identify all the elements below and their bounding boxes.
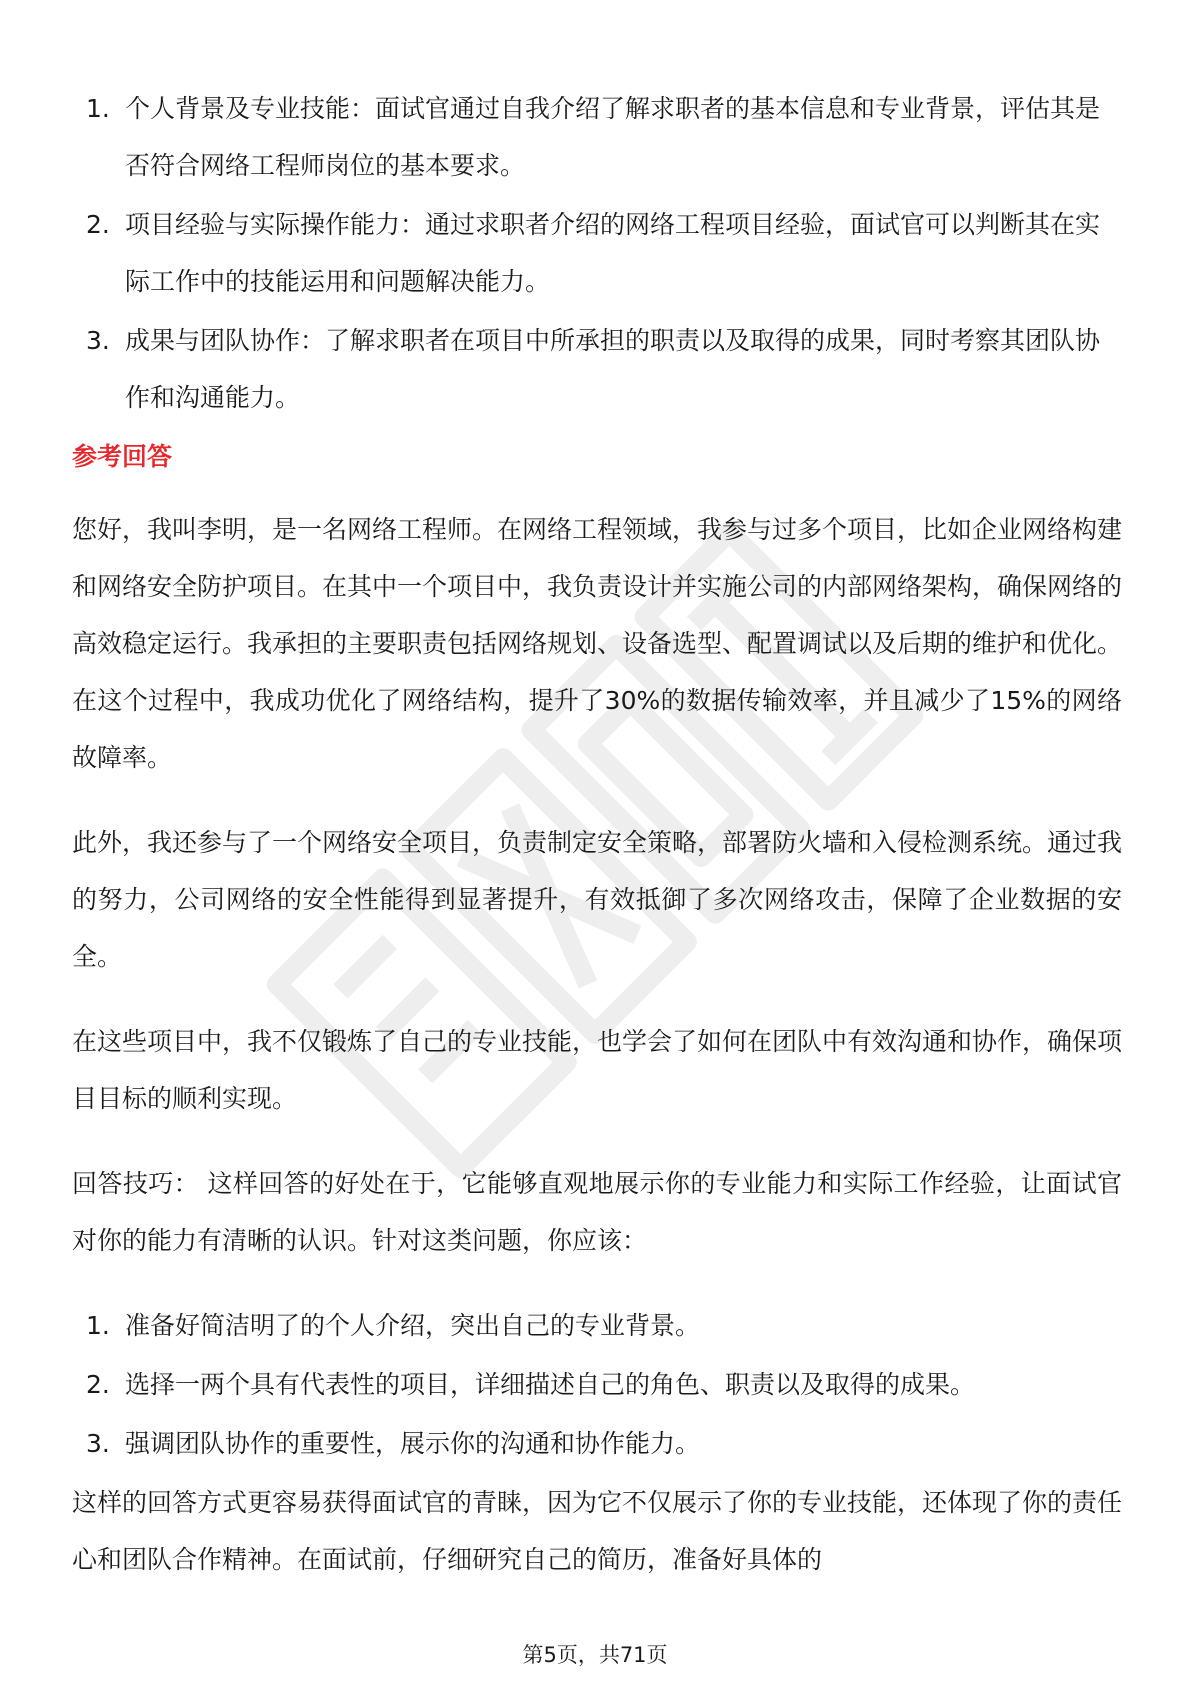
list-item-number: 3.	[86, 326, 110, 355]
answer-tips-paragraph: 回答技巧： 这样回答的好处在于，它能够直观地展示你的专业能力和实际工作经验，让面试官对你的能力有清晰的认识。针对这类问题，你应该：	[72, 1169, 1122, 1255]
list-item-number: 3.	[86, 1429, 110, 1458]
list-item-number: 2.	[86, 1370, 110, 1399]
list-item-text: 准备好简洁明了的个人介绍，突出自己的专业背景。	[125, 1311, 701, 1340]
list-item-number: 2.	[86, 210, 110, 239]
list-item-text: 项目经验与实际操作能力：通过求职者介绍的网络工程项目经验，面试官可以判断其在实际工作中的技能运用和问题解决能力。	[125, 210, 1101, 296]
answer-paragraph: 您好，我叫李明，是一名网络工程师。在网络工程领域，我参与过多个项目，比如企业网络构建和网络安全防护项目。在其中一个项目中，我负责设计并实施公司的内部网络架构，确保网络的高效稳定运行。我承担的主要职责包括网络规划、设备选型、配置调试以及后期的维护和优化。在这个过程中，我成功优化了网络结构，提升了30%的数据传输效率，并且减少了15%的网络故障率。	[72, 515, 1123, 772]
answer-paragraph: 此外，我还参与了一个网络安全项目，负责制定安全策略，部署防火墙和入侵检测系统。通过我的努力，公司网络的安全性能得到显著提升，有效抵御了多次网络攻击，保障了企业数据的安全。	[72, 828, 1123, 971]
main-content	[72, 80, 1122, 1616]
tips-list	[72, 1297, 1122, 1472]
list-item-text: 成果与团队协作：了解求职者在项目中所承担的职责以及取得的成果，同时考察其团队协作和沟通能力。	[125, 326, 1101, 412]
intro-list	[72, 80, 1122, 426]
list-item-number: 1.	[86, 1311, 110, 1340]
list-item	[72, 80, 1122, 194]
reference-answer-heading: 参考回答	[72, 442, 173, 471]
list-item	[72, 1415, 1122, 1472]
page-footer: 第5页，共71页	[522, 1643, 668, 1667]
list-item	[72, 312, 1122, 426]
list-item	[72, 1297, 1122, 1354]
list-item-number: 1.	[86, 94, 110, 123]
list-item	[72, 196, 1122, 310]
list-item-text: 选择一两个具有代表性的项目，详细描述自己的角色、职责以及取得的成果。	[125, 1370, 976, 1399]
list-item-text: 强调团队协作的重要性，展示你的沟通和协作能力。	[125, 1429, 701, 1458]
list-item-text: 个人背景及专业技能：面试官通过自我介绍了解求职者的基本信息和专业背景，评估其是否符合网络工程师岗位的基本要求。	[125, 94, 1101, 180]
answer-paragraph: 在这些项目中，我不仅锻炼了自己的专业技能，也学会了如何在团队中有效沟通和协作，确保项目目标的顺利实现。	[72, 1027, 1123, 1113]
closing-paragraph: 这样的回答方式更容易获得面试官的青睐，因为它不仅展示了你的专业技能，还体现了你的责任心和团队合作精神。在面试前，仔细研究自己的简历，准备好具体的	[72, 1488, 1123, 1574]
list-item	[72, 1356, 1122, 1413]
